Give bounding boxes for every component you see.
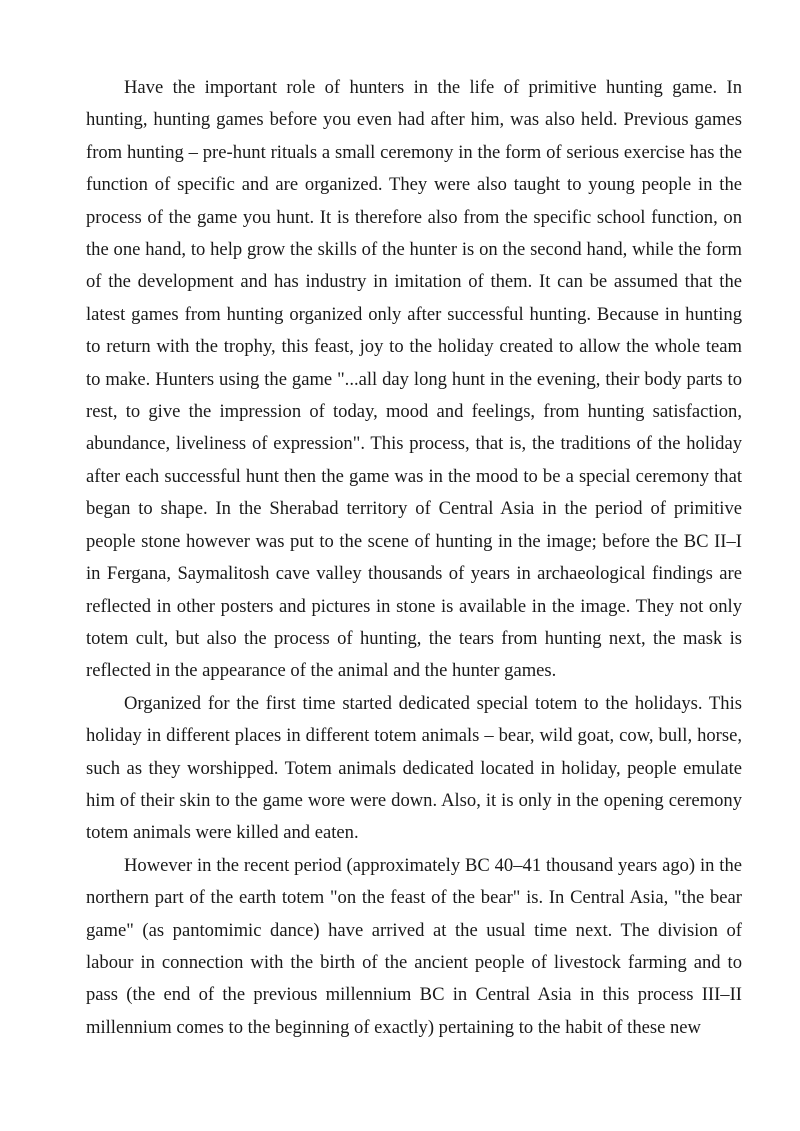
document-page [86, 72, 742, 1044]
paragraph-totem-holidays: Organized for the first time started dedicated special totem to the holidays. This holiday in different places in different totem animals – bear, wild goat, cow, bull, horse, such as they worshipped. Totem animals dedicated located in holiday, people emulate him of their skin to the game wore were down. Also, it is only in the opening ceremony totem animals were killed and eaten. [86, 692, 742, 844]
paragraph-hunting-games: Have the important role of hunters in the life of primitive hunting game. In hunting, hunting games before you even had after him, was also held. Previous games from hunting – pre-hunt rituals a small ceremony in the form of serious exercise has the function of specific and are organized. They were also taught to young people in the process of the game you hunt. It is therefore also from the specific school function, on the one hand, to help grow the skills of the hunter is on the second hand, while the form of the development and has industry in imitation of them. It can be assumed that the latest games from hunting organized only after successful hunting. Because in hunting to return with the trophy, this feast, joy to the holiday created to allow the whole team to make. Hunters using the game "...all day long hunt in the evening, their body parts to rest, to give the impression of today, mood and feelings, from hunting satisfaction, abundance, liveliness of expression". This process, that is, the traditions of the holiday after each successful hunt then the game was in the mood to be a special ceremony that began to shape. In the Sherabad territory of Central Asia in the period of primitive people stone however was put to the scene of hunting in the image; before the BC II–I in Fergana, Saymalitosh cave valley thousands of years in archaeological findings are reflected in other posters and pictures in stone is available in the image. They not only totem cult, but also the process of hunting, the tears from hunting next, the mask is reflected in the appearance of the animal and the hunter games. [86, 77, 742, 682]
paragraph-bear-feast: However in the recent period (approximately BC 40–41 thousand years ago) in the northern part of the earth totem "on the feast of the bear" is. In Central Asia, "the bear game" (as pantomimic dance) have arrived at the usual time next. The division of labour in connection with the birth of the ancient people of livestock farming and to pass (the end of the previous millennium BC in Central Asia in this process III–II millennium comes to the beginning of exactly) pertaining to the habit of these new [86, 854, 742, 1038]
